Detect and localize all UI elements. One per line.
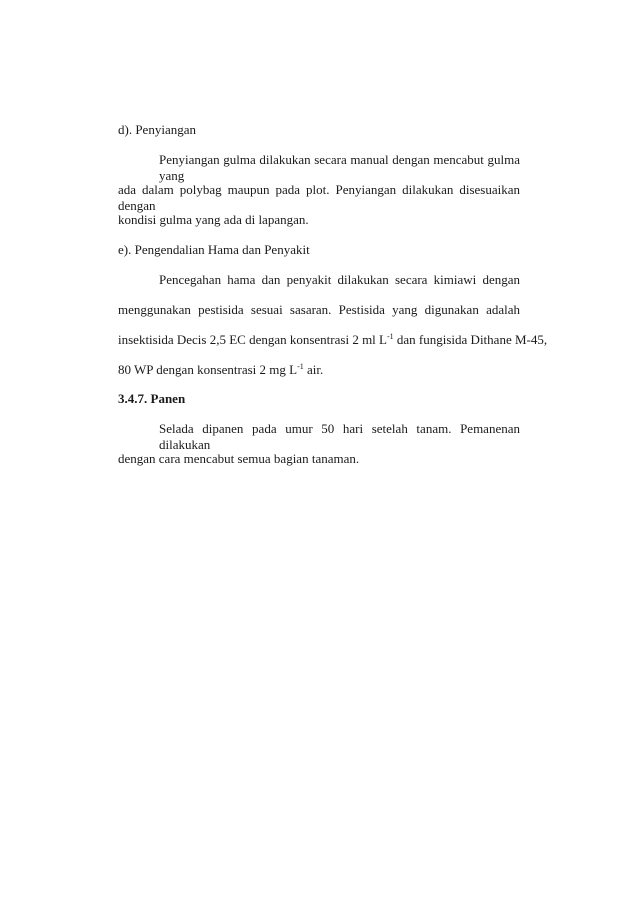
paragraph-line: ada dalam polybag maupun pada plot. Penyiangan dilakukan disesuaikan dengan <box>118 182 520 213</box>
subheading-pengendalian: e). Pengendalian Hama dan Penyakit <box>118 242 310 257</box>
paragraph-line <box>118 332 548 348</box>
superscript: -1 <box>386 332 394 341</box>
paragraph-line: menggunakan pestisida sesuai sasaran. Pestisida yang digunakan adalah <box>118 302 520 317</box>
paragraph-line: Penyiangan gulma dilakukan secara manual dengan mencabut gulma yang <box>159 152 520 183</box>
text-segment: 80 WP dengan konsentrasi 2 mg L <box>118 362 298 377</box>
superscript: -1 <box>297 362 304 371</box>
paragraph-line: kondisi gulma yang ada di lapangan. <box>118 212 309 227</box>
paragraph-line <box>118 362 520 378</box>
section-heading-panen: 3.4.7. Panen <box>118 391 186 406</box>
paragraph-line: Pencegahan hama dan penyakit dilakukan secara kimiawi dengan <box>159 272 520 287</box>
text-segment: insektisida Decis 2,5 EC dengan konsentrasi 2 ml L <box>118 332 387 347</box>
paragraph-line: Selada dipanen pada umur 50 hari setelah tanam. Pemanenan dilakukan <box>159 421 520 452</box>
subheading-penyiangan: d). Penyiangan <box>118 122 196 137</box>
text-segment: air. <box>303 362 324 377</box>
paragraph-line: dengan cara mencabut semua bagian tanaman. <box>118 451 360 466</box>
text-segment: dan fungisida Dithane M-45, <box>393 332 548 347</box>
